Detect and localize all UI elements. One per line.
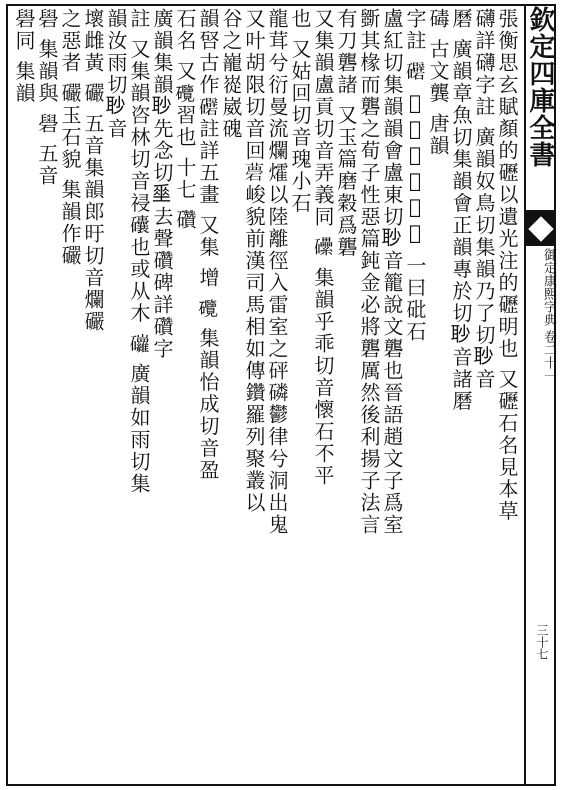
text-column: 韻唘古作𥗲註詳五畫 又集 增 𥗽 集韻怡成切音盈 (196, 8, 220, 482)
text-column: 礐 集韻與 礐 五音 (35, 8, 59, 188)
text-column: 礴詳礴字註 廣韻奴鳥切集韻乃了切𦕈音 (472, 8, 496, 391)
text-column: 韻汝雨切𦕈音 (104, 8, 128, 140)
text-column: 龍茸兮衍曼流爛㸌以陸離徑入雷室之砰磷鬱律兮洞出鬼 (265, 8, 289, 536)
text-column: 石名 又𥗽習也 十七 礸 (173, 8, 197, 232)
text-column: 有刀礱諸 又玉篇磨穀爲礱 (334, 8, 358, 259)
folio-number: 三十七 (535, 624, 549, 660)
text-column: 碡 古文龔 唐韻 (426, 8, 450, 157)
text-column: 斵其椽而礱之荀子性惡篇鈍金必將礱厲然後利揚子法言 (357, 8, 381, 536)
text-column: 字註 𥗲 𡵩山曲謂之𥗲 一曰砒石 (403, 8, 427, 344)
text-column: 壞雌黃 礹 五音集韻郎旴切音爛礹 (81, 8, 105, 333)
text-column: 張衡思玄賦顏的礰以遺光注的礰明也 又礰石名見本草 (495, 8, 519, 523)
text-column: 廣韻集韻𦕈先念切𡍮去聲礸碑詳礸字 (150, 8, 174, 360)
text-column: 谷之巃嵸崴磈 (219, 8, 243, 140)
text-column: 盧紅切集韻韻會盧東切𦕈音籠說文礱也晉語趙文子爲室 (380, 8, 404, 536)
text-column: 註 又集韻咨林切音祲𥗾也或从木 𥗿 廣韻如雨切集 (127, 8, 151, 496)
book-title: 欽定四庫全書 (525, 6, 555, 168)
fishtail-mark (526, 210, 556, 246)
text-column: 之惡者 礹玉石貌 集韻作礹 (58, 8, 82, 267)
volume-label: 御定康熙字典 卷二十一 (541, 248, 556, 383)
text-column: 磿 廣韻章魚切集韻會正韻專於切𦕈音諸磿 (449, 8, 473, 413)
text-column: 礐同 集韻 (12, 8, 36, 105)
text-column: 也 又姑回切音瑰小石 (288, 8, 312, 215)
text-column: 又叶胡限切音回𥕗峻貌前漢司馬相如傳鑽羅列聚叢以 (242, 8, 266, 514)
text-column: 又集韻盧貢切音弄義同 𥗼 集韻乎乖切音懷石不平 (311, 8, 335, 487)
